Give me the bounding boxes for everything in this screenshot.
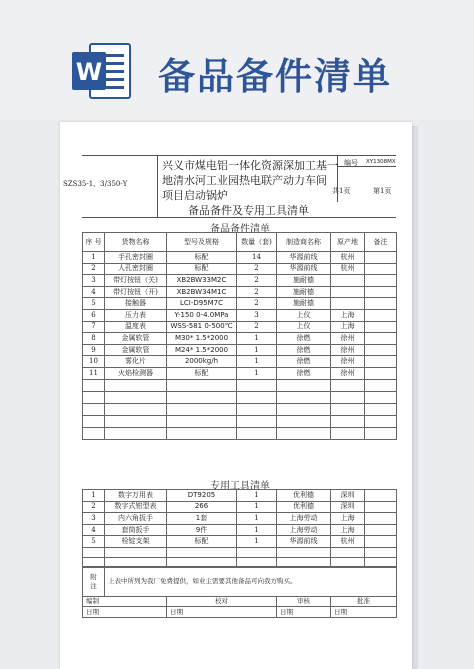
cell-origin: 深圳	[331, 490, 365, 502]
table-row	[83, 356, 397, 368]
page-number: 第1页	[373, 187, 392, 195]
cell-no: 3	[83, 513, 105, 525]
cell-model: WSS-581 0-500℃	[167, 321, 237, 333]
cell-qty: 1	[237, 356, 277, 368]
cell-model: XB2BW33M2C	[167, 275, 237, 287]
cell-no	[83, 547, 105, 557]
cell-qty: 3	[237, 309, 277, 321]
cell-maker: 华源前线	[277, 536, 331, 548]
cell-no: 5	[83, 536, 105, 548]
cell-origin: 徐州	[331, 344, 365, 356]
cell-maker	[277, 547, 331, 557]
cell-name: 温度表	[105, 321, 167, 333]
cell-no: 7	[83, 321, 105, 333]
cell-remark	[365, 286, 397, 298]
project-title-line-3: 项目启动锅炉	[162, 189, 228, 202]
cell-name	[105, 427, 167, 439]
table-row	[83, 298, 397, 310]
cell-no: 6	[83, 309, 105, 321]
cell-maker: 优利德	[277, 501, 331, 513]
banner-title: 备品备件清单	[158, 55, 392, 98]
document-subtitle: 备品备件及专用工具清单	[188, 204, 309, 217]
cell-origin: 徐州	[331, 367, 365, 379]
cell-origin	[331, 286, 365, 298]
cell-origin: 杭州	[331, 536, 365, 548]
cell-name: 手孔密封圈	[105, 252, 167, 264]
spares-section-title: 备品备件清单	[210, 224, 270, 235]
cell-name	[105, 379, 167, 391]
cell-name: 压力表	[105, 309, 167, 321]
cell-origin: 杭州	[331, 252, 365, 264]
footer-table	[82, 566, 397, 618]
table-row	[83, 252, 397, 264]
cell-no	[83, 427, 105, 439]
cell-remark	[365, 379, 397, 391]
cell-model	[167, 379, 237, 391]
sig-label-checked: 校对	[167, 597, 277, 607]
cell-model: 2000kg/h	[167, 356, 237, 368]
cell-maker: 上海劳动	[277, 524, 331, 536]
table-row	[83, 513, 397, 525]
cell-remark	[365, 356, 397, 368]
cell-name	[105, 547, 167, 557]
cell-qty: 1	[237, 536, 277, 548]
cell-model: DT9205	[167, 490, 237, 502]
cell-remark	[365, 321, 397, 333]
cell-name: 金属软管	[105, 333, 167, 345]
column-header-qty: 数量（套)	[237, 233, 277, 252]
cell-maker: 上海劳动	[277, 513, 331, 525]
cell-origin	[331, 403, 365, 415]
cell-qty: 2	[237, 286, 277, 298]
cell-no: 10	[83, 356, 105, 368]
sig-label-prepared: 编制	[83, 597, 167, 607]
cell-origin	[331, 547, 365, 557]
cell-name: 火焰检测器	[105, 367, 167, 379]
note-row	[83, 567, 397, 597]
cell-qty: 2	[237, 321, 277, 333]
cell-qty	[237, 403, 277, 415]
cell-origin: 徐州	[331, 333, 365, 345]
cell-name: 人孔密封圈	[105, 263, 167, 275]
cell-name: 套筒扳手	[105, 524, 167, 536]
cell-remark	[365, 501, 397, 513]
cell-no: 8	[83, 333, 105, 345]
cell-name: 带灯按钮（关)	[105, 275, 167, 287]
cell-remark	[365, 344, 397, 356]
cell-name: 接触器	[105, 298, 167, 310]
table-row	[83, 490, 397, 502]
cell-no: 5	[83, 298, 105, 310]
cell-origin: 杭州	[331, 263, 365, 275]
cell-no: 4	[83, 286, 105, 298]
cell-qty: 1	[237, 344, 277, 356]
cell-origin	[331, 379, 365, 391]
document-page	[60, 122, 412, 669]
note-text: 上表中所列为我厂免费提供，如业主需要其他备品可向我方购买。	[105, 567, 397, 597]
cell-qty: 2	[237, 275, 277, 287]
code-value: XY1308MX	[366, 159, 396, 165]
table-row	[83, 367, 397, 379]
cell-maker	[277, 415, 331, 427]
cell-name: 数字万用表	[105, 490, 167, 502]
table-row	[83, 275, 397, 287]
total-pages: 共1页	[332, 187, 351, 195]
column-header-model: 型号及规格	[167, 233, 237, 252]
cell-name	[105, 415, 167, 427]
cell-qty: 1	[237, 333, 277, 345]
cell-qty: 14	[237, 252, 277, 264]
blank-row	[83, 547, 397, 557]
cell-origin	[331, 298, 365, 310]
cell-qty	[237, 547, 277, 557]
cell-origin	[331, 427, 365, 439]
cell-model	[167, 403, 237, 415]
cell-remark	[365, 367, 397, 379]
date-row	[83, 607, 397, 618]
cell-maker: 徐燃	[277, 344, 331, 356]
blank-row	[83, 379, 397, 391]
project-title-line-1: 兴义市煤电铝一体化资源深加工基一	[162, 159, 338, 172]
cell-maker: 优利德	[277, 490, 331, 502]
cell-remark	[365, 415, 397, 427]
cell-no: 3	[83, 275, 105, 287]
column-header-no: 序 号	[83, 233, 105, 252]
cell-origin: 上海	[331, 309, 365, 321]
cell-origin	[331, 391, 365, 403]
cell-model: 标配	[167, 367, 237, 379]
date-label-1: 日期	[83, 607, 167, 618]
table-row	[83, 524, 397, 536]
tools-table	[82, 489, 397, 568]
cell-model	[167, 391, 237, 403]
cell-name	[105, 403, 167, 415]
cell-name: 数字式钳型表	[105, 501, 167, 513]
table-row	[83, 321, 397, 333]
table-header-row	[83, 233, 397, 252]
cell-maker: 施耐德	[277, 298, 331, 310]
cell-name: 栓锭支架	[105, 536, 167, 548]
sig-label-reviewed: 审核	[277, 597, 331, 607]
tools-section-title: 专用工具清单	[210, 481, 270, 492]
cell-qty	[237, 391, 277, 403]
cell-remark	[365, 298, 397, 310]
project-title-line-2: 地清水河工业园热电联产动力车间	[162, 174, 327, 187]
cell-maker: 华源前线	[277, 263, 331, 275]
blank-row	[83, 415, 397, 427]
cell-no	[83, 391, 105, 403]
cell-maker	[277, 427, 331, 439]
cell-remark	[365, 427, 397, 439]
header-top-rule	[82, 155, 396, 156]
signature-row	[83, 597, 397, 607]
cell-model: 标配	[167, 263, 237, 275]
word-icon	[70, 40, 132, 102]
cell-no: 2	[83, 501, 105, 513]
cell-model: LCI-D95M7C	[167, 298, 237, 310]
cell-model: XB2BW34M1C	[167, 286, 237, 298]
svg-text:W: W	[75, 58, 103, 86]
sig-label-approved: 批准	[331, 597, 397, 607]
cell-maker: 施耐德	[277, 286, 331, 298]
cell-qty: 1	[237, 524, 277, 536]
cell-qty: 1	[237, 490, 277, 502]
cell-remark	[365, 524, 397, 536]
table-row	[83, 344, 397, 356]
cell-remark	[365, 513, 397, 525]
code-label: 编号	[344, 159, 358, 167]
cell-model: M30* 1.5*2000	[167, 333, 237, 345]
cell-qty: 2	[237, 263, 277, 275]
cell-name	[105, 391, 167, 403]
cell-name: 雾化片	[105, 356, 167, 368]
cell-qty: 1	[237, 513, 277, 525]
cell-qty: 2	[237, 298, 277, 310]
cell-remark	[365, 252, 397, 264]
cell-remark	[365, 547, 397, 557]
cell-remark	[365, 309, 397, 321]
table-row	[83, 536, 397, 548]
blank-row	[83, 427, 397, 439]
cell-remark	[365, 333, 397, 345]
table-row	[83, 309, 397, 321]
cell-model	[167, 547, 237, 557]
cell-remark	[365, 403, 397, 415]
cell-model: 9件	[167, 524, 237, 536]
cell-remark	[365, 275, 397, 287]
cell-no: 4	[83, 524, 105, 536]
cell-maker	[277, 379, 331, 391]
cell-maker: 徐燃	[277, 333, 331, 345]
cell-origin: 上海	[331, 513, 365, 525]
cell-maker: 上仪	[277, 309, 331, 321]
cell-qty: 1	[237, 501, 277, 513]
column-header-maker: 制造商名称	[277, 233, 331, 252]
cell-remark	[365, 391, 397, 403]
cell-maker: 徐燃	[277, 356, 331, 368]
cell-qty	[237, 427, 277, 439]
blank-row	[83, 403, 397, 415]
cell-model: 266	[167, 501, 237, 513]
banner	[0, 0, 474, 120]
cell-maker: 上仪	[277, 321, 331, 333]
header-divider-1	[157, 155, 158, 217]
cell-remark	[365, 536, 397, 548]
cell-name: 内六角扳手	[105, 513, 167, 525]
cell-maker	[277, 403, 331, 415]
cell-remark	[365, 263, 397, 275]
column-header-name: 货物名称	[105, 233, 167, 252]
cell-no	[83, 379, 105, 391]
cell-origin: 上海	[331, 524, 365, 536]
cell-maker	[277, 391, 331, 403]
date-label-2: 日期	[167, 607, 277, 618]
document-code: SZS35-1、3/350-Y	[63, 180, 128, 188]
cell-name: 金属软管	[105, 344, 167, 356]
cell-model: M24* 1.5*2000	[167, 344, 237, 356]
cell-name: 带灯按钮（开)	[105, 286, 167, 298]
cell-model: 标配	[167, 536, 237, 548]
cell-no: 11	[83, 367, 105, 379]
table-row	[83, 501, 397, 513]
cell-origin: 上海	[331, 321, 365, 333]
cell-no	[83, 403, 105, 415]
cell-no: 1	[83, 252, 105, 264]
date-label-4: 日期	[331, 607, 397, 618]
blank-row	[83, 391, 397, 403]
cell-model: 1套	[167, 513, 237, 525]
cell-no: 1	[83, 490, 105, 502]
table-row	[83, 263, 397, 275]
cell-origin: 深圳	[331, 501, 365, 513]
cell-no	[83, 415, 105, 427]
date-label-3: 日期	[277, 607, 331, 618]
cell-maker: 华源前线	[277, 252, 331, 264]
spares-table	[82, 232, 397, 440]
table-row	[83, 333, 397, 345]
column-header-remark: 备注	[365, 233, 397, 252]
cell-no: 9	[83, 344, 105, 356]
cell-qty	[237, 379, 277, 391]
cell-model: 标配	[167, 252, 237, 264]
note-label: 附 注	[83, 567, 105, 597]
cell-model: Y-150 0-4.0MPa	[167, 309, 237, 321]
column-header-origin: 原产地	[331, 233, 365, 252]
cell-model	[167, 415, 237, 427]
cell-maker: 施耐德	[277, 275, 331, 287]
cell-origin	[331, 275, 365, 287]
cell-origin: 徐州	[331, 356, 365, 368]
cell-remark	[365, 490, 397, 502]
cell-qty: 1	[237, 367, 277, 379]
cell-qty	[237, 415, 277, 427]
cell-model	[167, 427, 237, 439]
cell-maker: 徐燃	[277, 367, 331, 379]
table-row	[83, 286, 397, 298]
cell-no: 2	[83, 263, 105, 275]
cell-origin	[331, 415, 365, 427]
